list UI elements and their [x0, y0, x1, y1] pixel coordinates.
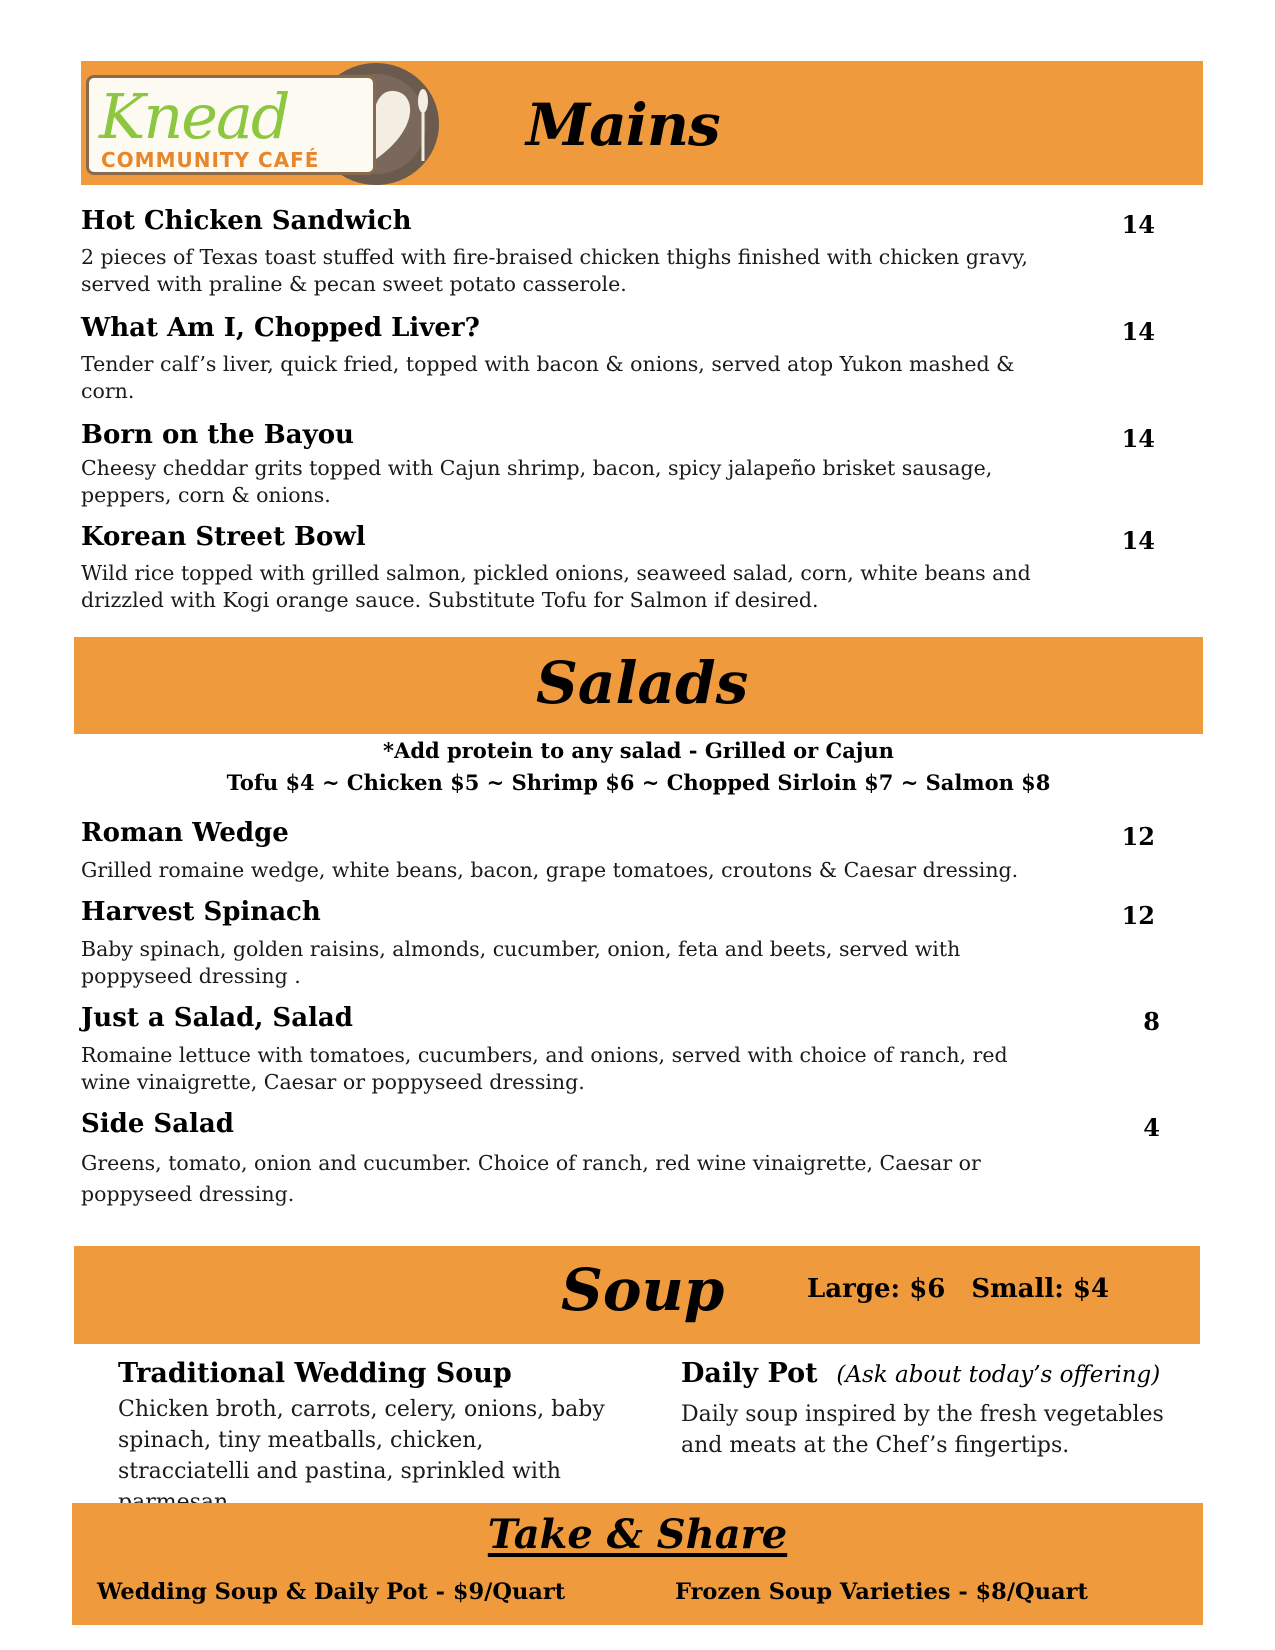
menu-item-desc: Grilled romaine wedge, white beans, bacon, grape tomatoes, croutons & Caesar dressing. — [81, 858, 1019, 882]
logo-card — [86, 75, 376, 175]
soup-sizes — [807, 1274, 1135, 1304]
menu-item-desc: Greens, tomato, onion and cucumber. Choice of ranch, red wine vinaigrette, Caesar or poppyseed dressing. — [81, 1151, 981, 1206]
soup-item-name — [681, 1358, 1160, 1389]
soup-item-desc: Chicken broth, carrots, celery, onions, baby spinach, tiny meatballs, chicken, stracciatelli and pastina, sprinkled with — [118, 1397, 605, 1484]
menu-item-price: 14 — [1121, 424, 1155, 453]
take-share-band — [72, 1503, 1203, 1625]
menu-item-price: 8 — [1143, 1007, 1160, 1036]
menu-item-desc: Baby spinach, golden raisins, almonds, cucumber, onion, feta and beets, served with poppyseed dressing . — [81, 937, 961, 988]
take-share-left: Wedding Soup & Daily Pot - $9/Quart — [97, 1579, 566, 1605]
menu-item-desc: Cheesy cheddar grits topped with Cajun shrimp, bacon, spicy jalapeño brisket sausage, peppers, corn & onions. — [81, 456, 993, 507]
logo-subtitle: COMMUNITY CAFÉ — [101, 148, 320, 172]
salads-title: Salads — [536, 649, 749, 717]
mains-title: Mains — [526, 91, 720, 159]
menu-item-name: Born on the Bayou — [81, 420, 354, 450]
protein-add-note: *Add protein to any salad - Grilled or Cajun — [383, 738, 894, 763]
cafe-logo — [81, 61, 444, 185]
take-share-right: Frozen Soup Varieties - $8/Quart — [675, 1579, 1088, 1605]
menu-item-price: 14 — [1121, 526, 1155, 555]
mains-header-band — [81, 61, 1203, 185]
menu-item-price: 14 — [1121, 317, 1155, 346]
soup-small-price: Small: $4 — [971, 1274, 1110, 1304]
menu-item-desc: Romaine lettuce with tomatoes, cucumbers, and onions, served with choice of ranch, red wine vinaigrette, Caesar or poppyseed dressing. — [81, 1043, 1008, 1094]
soup-item-note: (Ask about today’s offering) — [836, 1362, 1161, 1388]
menu-item-price: 12 — [1121, 901, 1155, 930]
take-share-title: Take & Share — [487, 1511, 788, 1558]
menu-item-name: What Am I, Chopped Liver? — [81, 313, 480, 343]
protein-prices: Tofu $4 ~ Chicken $5 ~ Shrimp $6 ~ Chopped Sirloin $7 ~ Salmon $8 — [226, 770, 1051, 795]
soup-item-desc: Daily soup inspired by the fresh vegetables and meats at the Chef’s fingertips. — [681, 1402, 1164, 1458]
soup-title: Soup — [561, 1256, 725, 1324]
menu-item-price: 4 — [1143, 1113, 1160, 1142]
salads-header-band — [74, 637, 1203, 734]
menu-item-name: Harvest Spinach — [81, 897, 321, 927]
soup-item-title: Daily Pot — [681, 1358, 818, 1389]
menu-item-desc: 2 pieces of Texas toast stuffed with fire-braised chicken thighs finished with chicken gravy, served with praline & pecan sweet potato casserole. — [81, 245, 1028, 296]
menu-item-desc: Tender calf’s liver, quick fried, topped with bacon & onions, served atop Yukon mashed & corn. — [81, 352, 1015, 403]
menu-item-price: 14 — [1121, 210, 1155, 239]
logo-wordmark: Knead — [99, 80, 289, 153]
menu-item-price: 12 — [1121, 822, 1155, 851]
menu-item-desc: Wild rice topped with grilled salmon, pickled onions, seaweed salad, corn, white beans and drizzled with Kogi orange sauce. Substitute Tofu for Salmon if desired. — [81, 561, 1031, 612]
menu-item-name: Korean Street Bowl — [81, 522, 366, 552]
menu-item-name: Hot Chicken Sandwich — [81, 206, 412, 236]
soup-item-name: Traditional Wedding Soup — [118, 1358, 512, 1389]
menu-item-name: Side Salad — [81, 1109, 234, 1139]
soup-header-band — [74, 1246, 1200, 1344]
soup-large-price: Large: $6 — [807, 1274, 946, 1304]
menu-item-name: Roman Wedge — [81, 818, 289, 848]
menu-item-name: Just a Salad, Salad — [81, 1003, 353, 1033]
